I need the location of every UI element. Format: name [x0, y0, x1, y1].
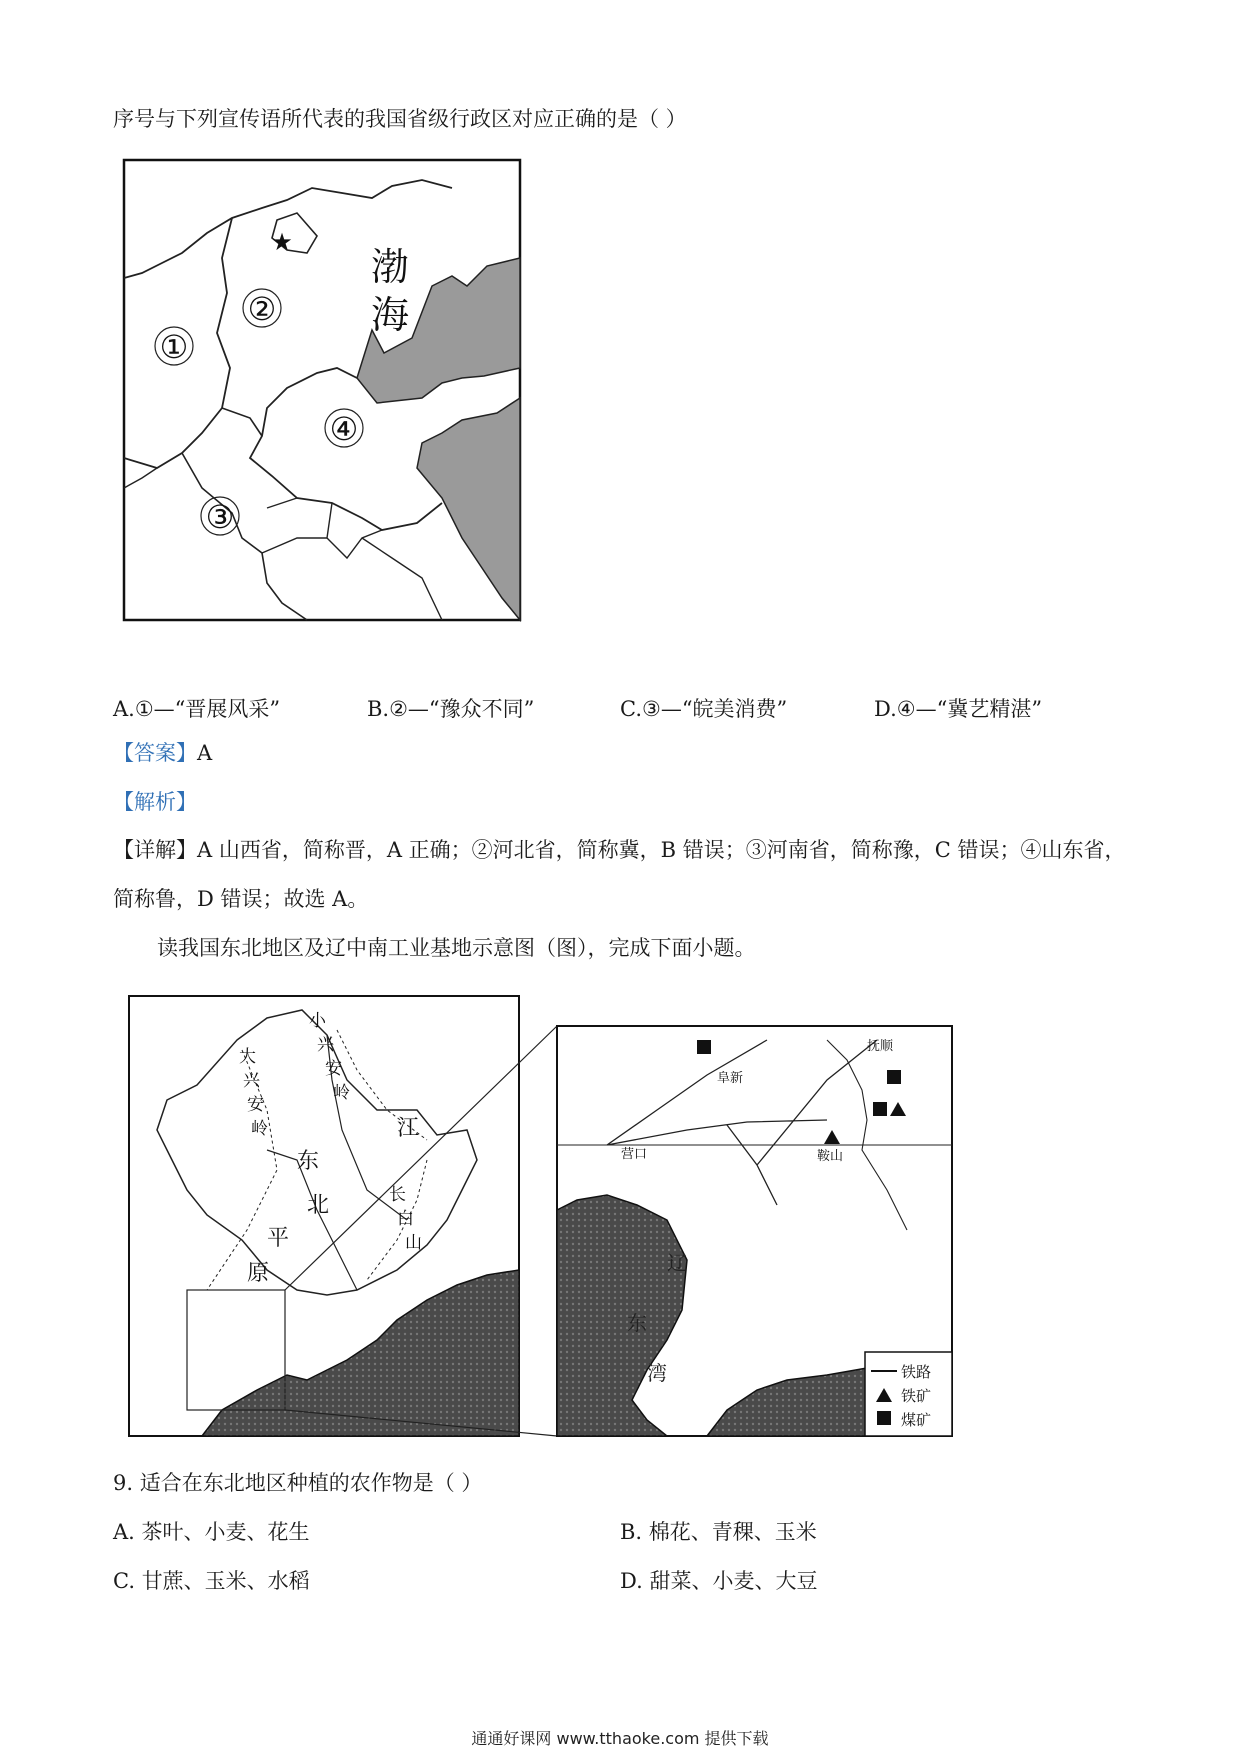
answer-tag: 【答案】: [113, 741, 197, 765]
region-label-4: ④: [329, 410, 359, 448]
legend-coal-icon: [877, 1411, 891, 1425]
label-fuxin: 阜新: [717, 1071, 744, 1086]
province-map: [122, 158, 522, 622]
analysis-tag: 【解析】: [113, 790, 197, 814]
group-intro: 读我国东北地区及辽中南工业基地示意图（图），完成下面小题。: [157, 936, 756, 960]
label-xing-1: 兴: [243, 1071, 260, 1091]
coal-mine-icon: [873, 1102, 887, 1116]
sea-label-bohai-2: 海: [370, 293, 410, 337]
label-anshan: 鞍山: [817, 1149, 844, 1164]
northeast-map-svg: [127, 990, 957, 1442]
q9-option-c[interactable]: C. 甘蔗、玉米、水稻: [113, 1569, 310, 1593]
answer-line: [113, 738, 212, 768]
legend-label-coal: 煤矿: [901, 1411, 932, 1429]
map-frame: [124, 160, 520, 620]
footer-source: 通通好课网 www.tthaoke.com 提供下载: [471, 1729, 769, 1748]
label-shan: 山: [405, 1233, 422, 1253]
label-da: 大: [239, 1047, 256, 1067]
coal-mine-icon: [887, 1070, 901, 1084]
region-label-2: ②: [247, 290, 277, 328]
label-liao: 辽: [667, 1251, 687, 1275]
sea-label-bohai-1: 渤: [370, 245, 410, 289]
q9-option-b[interactable]: B. 棉花、青稞、玉米: [620, 1520, 817, 1544]
question-intro: 序号与下列宣传语所代表的我国省级行政区对应正确的是（ ）: [113, 107, 687, 131]
region-label-1: ①: [159, 328, 189, 366]
detail-line-1: [113, 835, 1126, 865]
label-dong: 东: [297, 1149, 320, 1174]
analysis-line: [113, 787, 197, 817]
option-b[interactable]: B.②—“豫众不同”: [367, 697, 535, 721]
label-chang: 长: [389, 1185, 406, 1205]
label-ling-2: 岭: [333, 1083, 350, 1103]
province-map-svg: [122, 158, 522, 622]
option-c[interactable]: C.③—“皖美消费”: [620, 697, 788, 721]
label-ping: 平: [267, 1226, 290, 1251]
northeast-map: [127, 990, 957, 1442]
label-xing-2: 兴: [317, 1035, 334, 1055]
legend-label-rail: 铁路: [901, 1363, 932, 1381]
region-label-3: ③: [205, 498, 235, 536]
detail-text-1: A 山西省，简称晋，A 正确；②河北省，简称冀，B 错误；③河南省，简称豫，C 错误；④山东省，: [197, 838, 1126, 862]
answer-value: A: [197, 741, 213, 765]
detail-line-2: 简称鲁，D 错误；故选 A。: [113, 887, 369, 911]
beijing-star-icon: ★: [271, 228, 293, 256]
q9-option-d[interactable]: D. 甜菜、小麦、大豆: [620, 1569, 818, 1593]
label-wan: 湾: [647, 1361, 667, 1385]
legend-label-iron: 铁矿: [901, 1387, 932, 1405]
label-bai: 白: [397, 1209, 414, 1229]
label-jiang: 江: [397, 1116, 420, 1141]
label-dong-bay: 东: [627, 1311, 647, 1335]
label-an-1: 安: [247, 1095, 264, 1115]
label-bei: 北: [307, 1193, 330, 1218]
q9-option-a[interactable]: A. 茶叶、小麦、花生: [113, 1520, 310, 1544]
option-a[interactable]: A.①—“晋展风采”: [113, 697, 281, 721]
coal-mine-icon: [697, 1040, 711, 1054]
detail-tag: 【详解】: [113, 838, 197, 862]
option-d[interactable]: D.④—“冀艺精湛”: [874, 697, 1043, 721]
label-yuan: 原: [247, 1261, 270, 1286]
label-ling-1: 岭: [251, 1119, 268, 1139]
label-fushun: 抚顺: [867, 1039, 894, 1054]
q9-stem: 9. 适合在东北地区种植的农作物是（ ）: [113, 1471, 483, 1495]
label-an-2: 安: [325, 1059, 342, 1079]
label-yingkou: 营口: [621, 1147, 648, 1162]
label-xiao: 小: [309, 1011, 326, 1031]
